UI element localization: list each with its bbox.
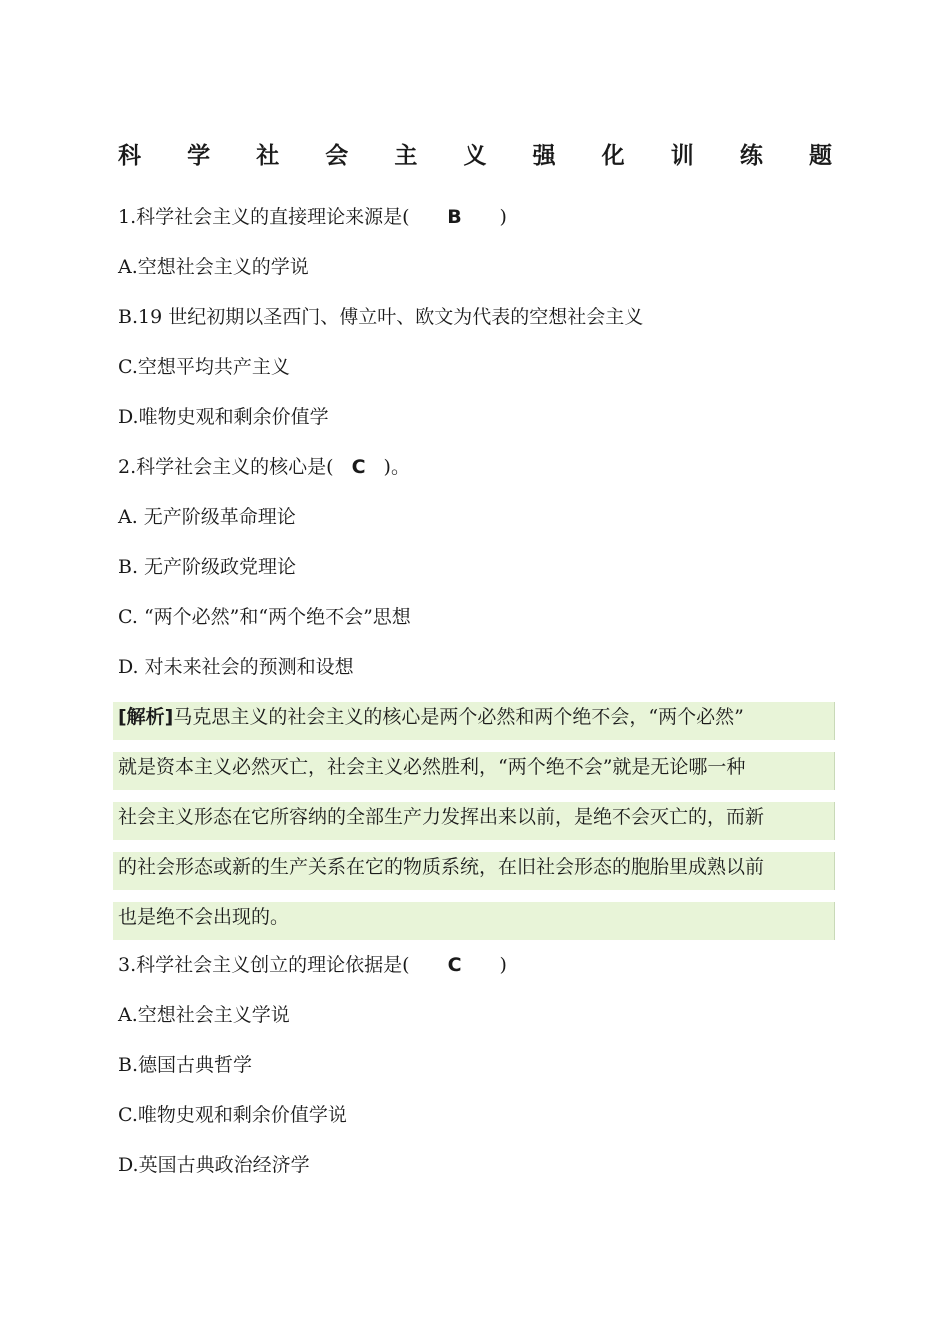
question-stem-close: ) <box>499 206 507 228</box>
question-2-option-b: B. 无产阶级政党理论 <box>118 556 297 578</box>
question-stem-close: ) <box>499 954 507 976</box>
question-2-option-c: C. “两个必然”和“两个绝不会”思想 <box>118 606 411 628</box>
question-3-option-d: D.英国古典政治经济学 <box>118 1154 310 1176</box>
title-char: 化 <box>601 142 625 169</box>
page-title <box>118 136 832 170</box>
question-stem-text: 1.科学社会主义的直接理论来源是( <box>118 206 410 228</box>
question-1-option-a: A.空想社会主义的学说 <box>118 256 309 278</box>
question-stem-text: 2.科学社会主义的核心是( <box>118 456 334 478</box>
analysis-line: 也是绝不会出现的。 <box>118 906 290 928</box>
title-char: 练 <box>739 142 763 169</box>
analysis-line <box>118 702 744 732</box>
title-char: 社 <box>256 142 280 169</box>
question-1-option-c: C.空想平均共产主义 <box>118 356 290 378</box>
question-stem-close: )。 <box>383 456 410 478</box>
answer-letter: B <box>447 206 462 228</box>
question-1-option-d: D.唯物史观和剩余价值学 <box>118 406 329 428</box>
answer-letter: C <box>447 954 462 976</box>
title-char: 训 <box>670 142 694 169</box>
question-stem-text: 3.科学社会主义创立的理论依据是( <box>118 954 410 976</box>
question-1-stem <box>118 202 507 232</box>
title-char: 学 <box>187 142 211 169</box>
analysis-line: 的社会形态或新的生产关系在它的物质系统，在旧社会形态的胞胎里成熟以前 <box>118 856 765 878</box>
title-char: 会 <box>325 142 349 169</box>
question-3-option-b: B.德国古典哲学 <box>118 1054 253 1076</box>
analysis-text: 马克思主义的社会主义的核心是两个必然和两个绝不会，“两个必然” <box>173 706 744 728</box>
title-char: 题 <box>808 142 832 169</box>
question-1-option-b: B.19 世纪初期以圣西门、傅立叶、欧文为代表的空想社会主义 <box>118 306 644 328</box>
title-char: 科 <box>118 142 141 169</box>
analysis-tag: [解析] <box>118 706 174 728</box>
question-3-stem <box>118 950 507 980</box>
question-2-stem <box>118 452 410 482</box>
analysis-line: 社会主义形态在它所容纳的全部生产力发挥出来以前，是绝不会灭亡的，而新 <box>118 806 765 828</box>
question-2-option-d: D. 对未来社会的预测和设想 <box>118 656 354 678</box>
title-char: 强 <box>532 142 556 169</box>
analysis-line: 就是资本主义必然灭亡，社会主义必然胜利，“两个绝不会”就是无论哪一种 <box>118 756 746 778</box>
question-3-option-c: C.唯物史观和剩余价值学说 <box>118 1104 347 1126</box>
question-2-option-a: A. 无产阶级革命理论 <box>118 506 296 528</box>
title-char: 义 <box>463 142 487 169</box>
answer-letter: C <box>351 456 366 478</box>
question-3-option-a: A.空想社会主义学说 <box>118 1004 290 1026</box>
title-char: 主 <box>394 142 418 169</box>
